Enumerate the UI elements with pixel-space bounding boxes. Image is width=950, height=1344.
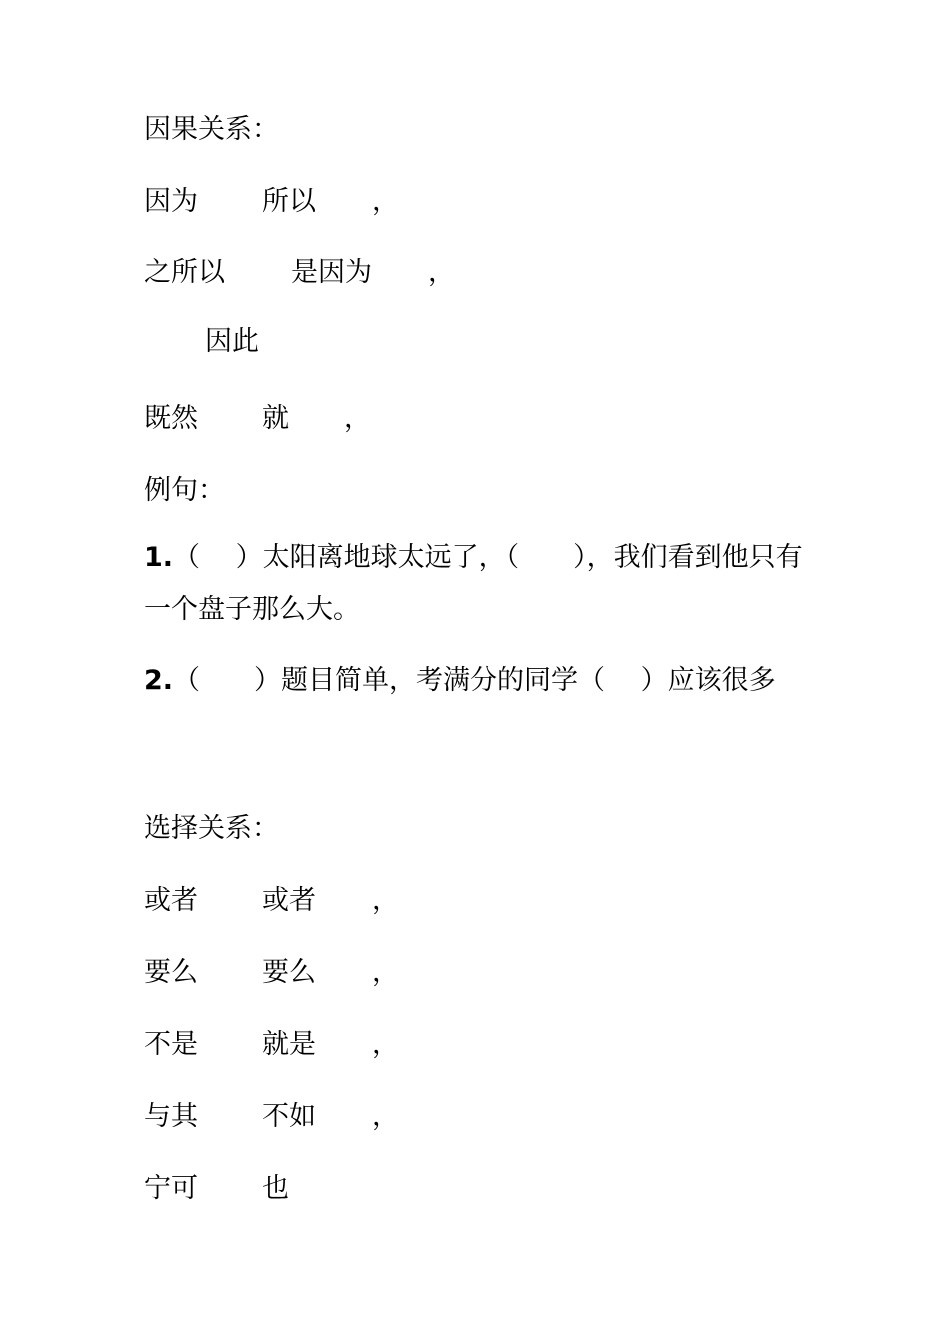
pair-comma: ，	[344, 403, 371, 434]
pair-comma: ，	[428, 257, 455, 288]
example-sentence-1	[144, 532, 804, 636]
pair-comma: ，	[372, 957, 399, 988]
pair-second-word: 就	[262, 403, 289, 434]
pair-first-word: 既然	[144, 403, 198, 434]
pair-second-word: 是因为	[291, 257, 372, 288]
pair-first-word: 之所以	[144, 257, 225, 288]
choice-pair-row	[144, 1101, 444, 1133]
choice-pair-row	[144, 1029, 444, 1061]
example-number: 1.	[144, 542, 174, 573]
pair-comma: ，	[372, 885, 399, 916]
pair-comma: ，	[372, 1101, 399, 1132]
example-number: 2.	[144, 665, 174, 696]
pair-second-word: 不如	[262, 1101, 316, 1132]
cause-pair-row	[144, 403, 444, 435]
choice-heading: 选择关系：	[144, 813, 279, 844]
choice-pair-row	[144, 885, 444, 917]
cause-heading: 因果关系：	[144, 114, 279, 145]
choice-pair-row	[144, 957, 444, 989]
pair-second-word: 所以	[262, 186, 316, 217]
pair-comma: ，	[372, 1029, 399, 1060]
pair-first-word: 不是	[144, 1029, 198, 1060]
example-heading: 例句：	[144, 475, 225, 506]
pair-comma: ，	[372, 186, 399, 217]
pair-second-word: 要么	[262, 957, 316, 988]
pair-first-word: 宁可	[144, 1173, 198, 1204]
pair-second-word: 因此	[205, 326, 259, 357]
cause-pair-row	[144, 186, 444, 218]
cause-pair-row	[144, 326, 444, 358]
example-text: （ ）太阳离地球太远了，（ ），我们看到他只有一个盘子那么大。	[144, 542, 803, 625]
pair-first-word: 与其	[144, 1101, 198, 1132]
choice-pair-row	[144, 1173, 444, 1205]
example-text: （ ）题目简单，考满分的同学（ ）应该很多	[173, 665, 776, 696]
pair-second-word: 或者	[262, 885, 316, 916]
pair-second-word: 就是	[262, 1029, 316, 1060]
pair-first-word: 因为	[144, 186, 198, 217]
cause-pair-row	[144, 257, 484, 289]
example-sentence-2	[144, 655, 804, 707]
pair-first-word: 或者	[144, 885, 198, 916]
pair-first-word: 要么	[144, 957, 198, 988]
pair-second-word: 也	[262, 1173, 289, 1204]
